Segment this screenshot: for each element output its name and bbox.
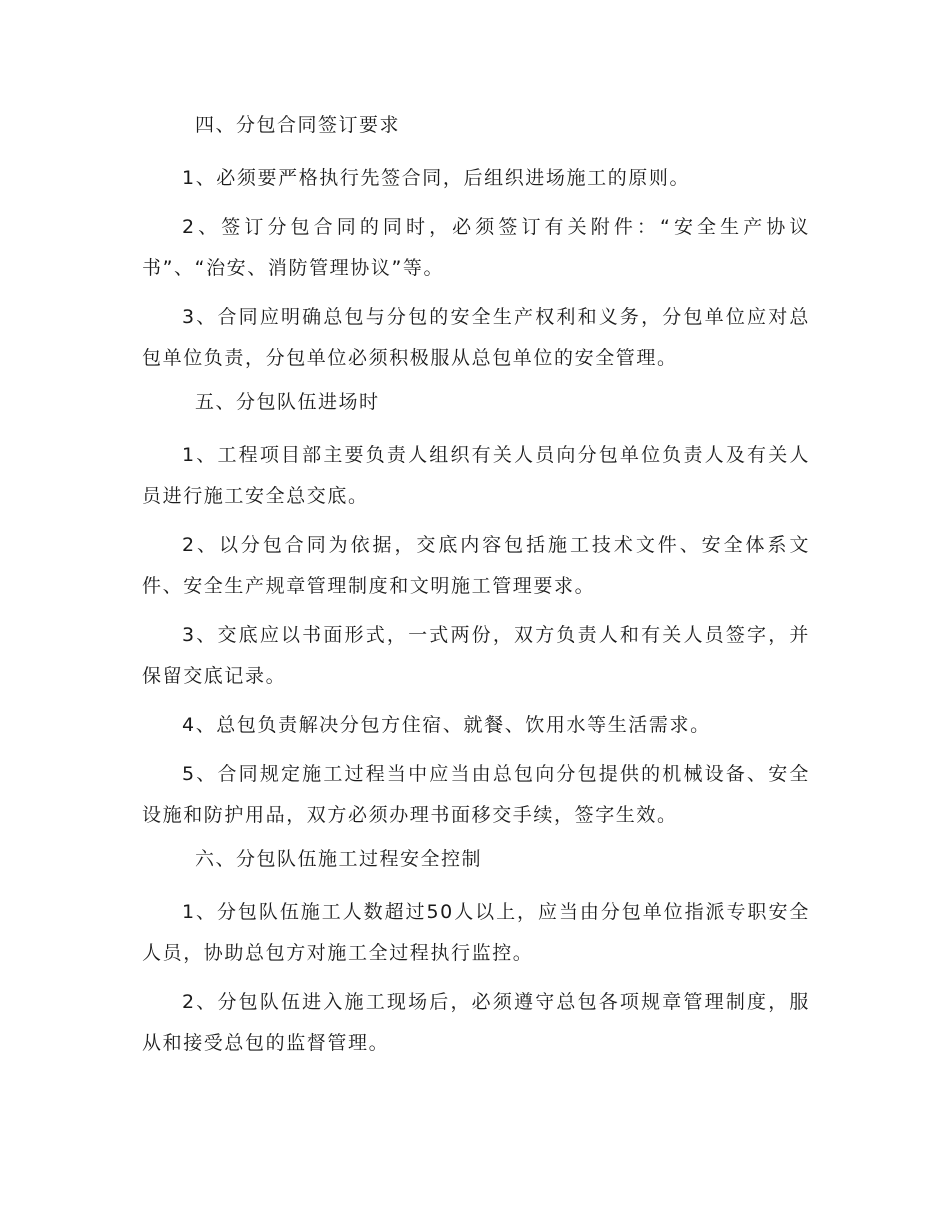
section-heading: 五、分包队伍进场时 xyxy=(195,391,380,413)
section-heading: 四、分包合同签订要求 xyxy=(195,114,401,136)
paragraph: 1、分包队伍施工人数超过50人以上，应当由分包单位指派专职安全人员，协助总包方对施工全过程执行监控。 xyxy=(142,901,810,964)
document-body xyxy=(142,110,810,1072)
paragraph: 2、分包队伍进入施工现场后，必须遵守总包各项规章管理制度，服从和接受总包的监督管理。 xyxy=(142,991,810,1054)
section-6 xyxy=(142,844,810,1064)
paragraph: 3、交底应以书面形式，一式两份，双方负责人和有关人员签字，并保留交底记录。 xyxy=(142,624,810,687)
section-5 xyxy=(142,387,810,836)
section-4 xyxy=(142,110,810,379)
paragraph: 4、总包负责解决分包方住宿、就餐、饮用水等生活需求。 xyxy=(182,714,711,736)
section-heading: 六、分包队伍施工过程安全控制 xyxy=(195,848,483,870)
paragraph: 2、签订分包合同的同时，必须签订有关附件：“安全生产协议书”、“治安、消防管理协议”等。 xyxy=(142,216,810,279)
paragraph: 1、必须要严格执行先签合同，后组织进场施工的原则。 xyxy=(182,167,691,189)
paragraph: 3、合同应明确总包与分包的安全生产权利和义务，分包单位应对总包单位负责，分包单位必须积极服从总包单位的安全管理。 xyxy=(142,306,810,369)
paragraph: 2、以分包合同为依据，交底内容包括施工技术文件、安全体系文件、安全生产规章管理制度和文明施工管理要求。 xyxy=(142,534,810,597)
paragraph: 5、合同规定施工过程当中应当由总包向分包提供的机械设备、安全设施和防护用品，双方必须办理书面移交手续，签字生效。 xyxy=(142,763,810,826)
paragraph: 1、工程项目部主要负责人组织有关人员向分包单位负责人及有关人员进行施工安全总交底。 xyxy=(142,444,810,507)
